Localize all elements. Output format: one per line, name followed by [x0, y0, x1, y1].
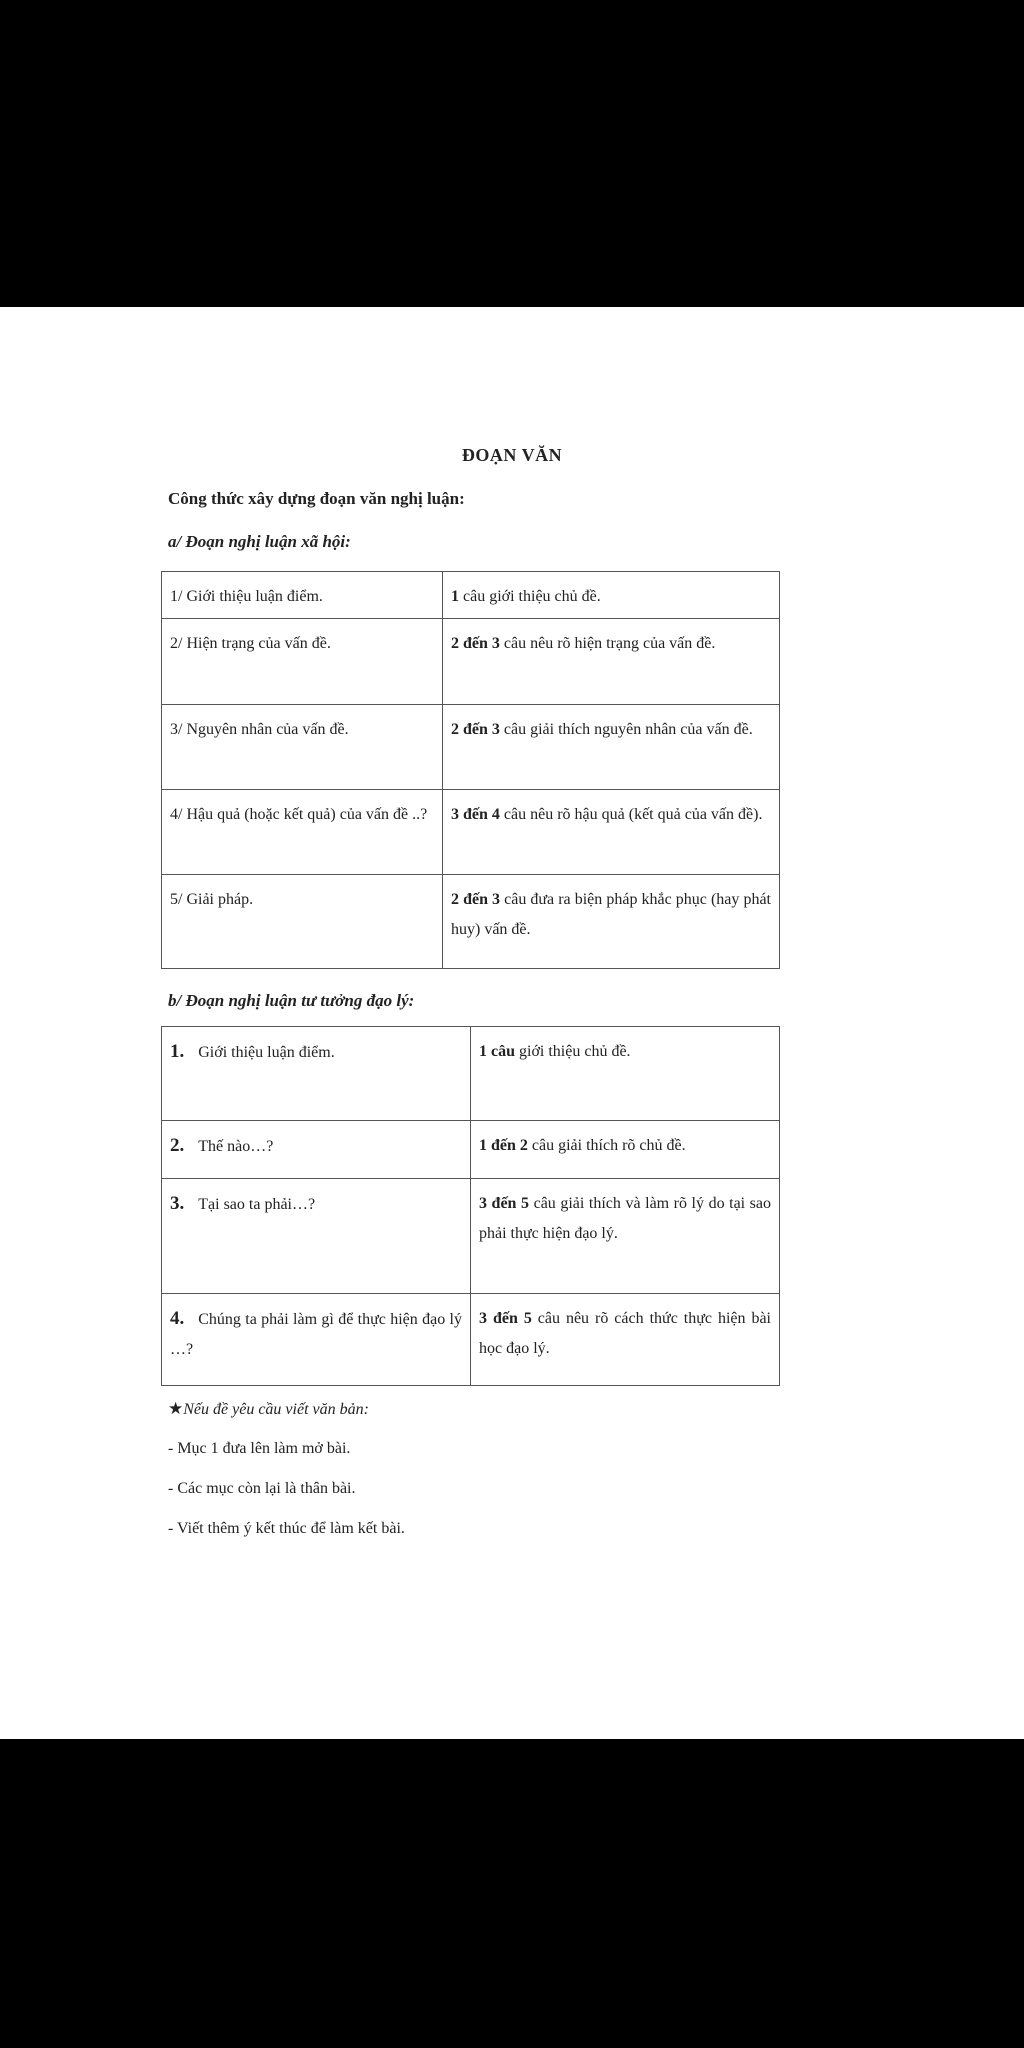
cell-text: câu nêu rõ hậu quả (kết quả của vấn đề). — [499, 806, 763, 823]
table-cell-left: 4/ Hậu quả (hoặc kết quả) của vấn đề ..? — [162, 790, 443, 875]
cell-bold: 1 đến 2 — [479, 1137, 528, 1154]
document-subtitle: Công thức xây dựng đoạn văn nghị luận: — [168, 489, 465, 508]
note-intro-text: Nếu đề yêu cầu viết văn bản: — [183, 1401, 369, 1418]
cell-bold: 2 đến 3 — [451, 891, 501, 908]
table-cell-left — [162, 1121, 471, 1179]
section-b-heading: b/ Đoạn nghị luận tư tưởng đạo lý: — [168, 991, 415, 1010]
table-cell-right — [443, 875, 780, 969]
table-cell-right — [471, 1179, 780, 1294]
table-row — [162, 1179, 780, 1294]
table-row — [162, 1027, 780, 1121]
table-cell-left: 1/ Giới thiệu luận điểm. — [162, 572, 443, 619]
table-cell-right — [443, 572, 780, 619]
table-row — [162, 705, 780, 790]
item-number: 4. — [170, 1308, 185, 1329]
section-a-heading: a/ Đoạn nghị luận xã hội: — [168, 532, 351, 551]
item-text: Chúng ta phải làm gì để thực hiện đạo lý …? — [170, 1311, 462, 1358]
note-intro — [168, 1399, 369, 1419]
document-title: ĐOẠN VĂN — [461, 445, 563, 465]
table-row — [162, 619, 780, 705]
table-cell-left: 2/ Hiện trạng của vấn đề. — [162, 619, 443, 705]
cell-text: câu giới thiệu chủ đề. — [459, 588, 601, 605]
star-icon: ★ — [168, 1399, 184, 1418]
table-row — [162, 1121, 780, 1179]
table-cell-right — [443, 790, 780, 875]
cell-bold: 1 câu — [479, 1043, 515, 1060]
cell-text: câu đưa ra biện pháp khắc phục (hay phát huy) vấn đề. — [451, 891, 771, 938]
cell-bold: 1 — [451, 588, 459, 605]
cell-text: câu nêu rõ cách thức thực hiện bài học đạo lý. — [479, 1310, 771, 1357]
cell-text: câu nêu rõ hiện trạng của vấn đề. — [499, 635, 716, 652]
cell-bold: 3 đến 5 — [479, 1310, 532, 1327]
table-cell-right — [443, 619, 780, 705]
cell-bold: 2 đến 3 — [451, 721, 500, 738]
table-social — [161, 571, 780, 969]
table-cell-right — [471, 1027, 780, 1121]
table-cell-right — [471, 1121, 780, 1179]
table-row — [162, 875, 780, 969]
table-row — [162, 1294, 780, 1386]
table-cell-left — [162, 1027, 471, 1121]
cell-text: câu giải thích rõ chủ đề. — [527, 1137, 686, 1154]
item-number: 2. — [170, 1135, 185, 1156]
table-cell-left: 3/ Nguyên nhân của vấn đề. — [162, 705, 443, 790]
cell-text: câu giải thích nguyên nhân của vấn đề. — [499, 721, 753, 738]
note-line: - Mục 1 đưa lên làm mở bài. — [168, 1440, 351, 1457]
table-moral — [161, 1026, 780, 1386]
table-row — [162, 790, 780, 875]
cell-bold: 3 đến 4 — [451, 806, 500, 823]
cell-text: câu giải thích và làm rõ lý do tại sao phải thực hiện đạo lý. — [479, 1195, 772, 1242]
table-cell-right — [471, 1294, 780, 1386]
table-cell-left: 5/ Giải pháp. — [162, 875, 443, 969]
table-cell-left — [162, 1179, 471, 1294]
note-line: - Các mục còn lại là thân bài. — [168, 1480, 356, 1497]
table-cell-left — [162, 1294, 471, 1386]
item-number: 1. — [170, 1041, 185, 1062]
note-line: - Viết thêm ý kết thúc để làm kết bài. — [168, 1520, 405, 1537]
cell-text: giới thiệu chủ đề. — [515, 1043, 631, 1060]
document-page — [0, 307, 1024, 1739]
item-text: Giới thiệu luận điểm. — [198, 1044, 335, 1061]
item-text: Tại sao ta phải…? — [198, 1196, 316, 1213]
cell-bold: 3 đến 5 — [479, 1195, 530, 1212]
cell-bold: 2 đến 3 — [451, 635, 500, 652]
item-text: Thế nào…? — [198, 1138, 274, 1155]
table-cell-right — [443, 705, 780, 790]
item-number: 3. — [170, 1193, 185, 1214]
table-row — [162, 572, 780, 619]
